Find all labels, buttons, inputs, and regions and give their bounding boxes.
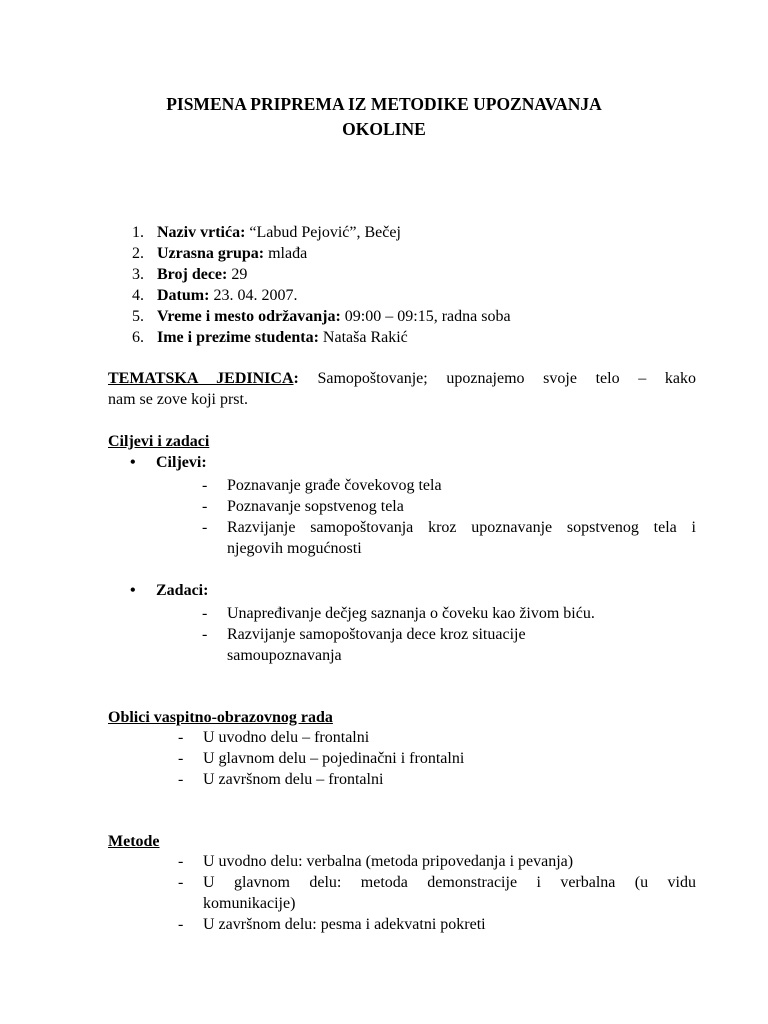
ciljevi-list bbox=[202, 475, 696, 559]
topic-line-2: nam se zove koji prst. bbox=[108, 391, 248, 408]
list-item: - U završnom delu: pesma i adekvatni pokreti bbox=[178, 916, 486, 933]
zadaci-bullet: • Zadaci: bbox=[130, 582, 209, 599]
list-item: - U glavnom delu – pojedinačni i frontalni bbox=[178, 750, 465, 767]
zadaci-list bbox=[202, 603, 696, 666]
info-item: 1. Naziv vrtića: “Labud Pejović”, Bečej bbox=[132, 224, 401, 241]
info-label: Uzrasna grupa: bbox=[157, 245, 265, 262]
info-value: 23. 04. 2007. bbox=[209, 287, 298, 304]
list-item: - Razvijanje samopoštovanja kroz upoznavanje sopstvenog tela i njegovih mogućnosti bbox=[202, 519, 696, 557]
bullet-icon: • bbox=[130, 454, 136, 471]
list-item: - Poznavanje sopstvenog tela bbox=[202, 498, 404, 515]
info-value: Nataša Rakić bbox=[318, 329, 408, 346]
title-line-1: PISMENA PRIPREMA IZ METODIKE UPOZNAVANJA bbox=[166, 94, 602, 114]
info-item: 2. Uzrasna grupa: mlađa bbox=[132, 245, 308, 262]
forms-heading: Oblici vaspitno-obrazovnog rada bbox=[108, 709, 333, 726]
info-label: Vreme i mesto održavanja: bbox=[157, 308, 341, 325]
list-item: - U uvodno delu – frontalni bbox=[178, 729, 370, 746]
info-item: 6. Ime i prezime studenta: Nataša Rakić bbox=[132, 329, 408, 346]
info-value: mlađa bbox=[264, 245, 308, 262]
info-value: “Labud Pejović”, Bečej bbox=[245, 224, 401, 241]
methods-heading: Metode bbox=[108, 833, 160, 850]
list-item: - Razvijanje samopoštovanja dece kroz situacije samoupoznavanja bbox=[202, 626, 526, 664]
document-title bbox=[0, 92, 768, 142]
info-item: 3. Broj dece: 29 bbox=[132, 266, 248, 283]
topic-section bbox=[108, 368, 696, 410]
info-label: Naziv vrtića: bbox=[157, 224, 246, 241]
info-item: 5. Vreme i mesto održavanja: 09:00 – 09:15, radna soba bbox=[132, 308, 511, 325]
info-label: Ime i prezime studenta: bbox=[157, 329, 319, 346]
info-value: 09:00 – 09:15, radna soba bbox=[340, 308, 511, 325]
list-item: - Poznavanje građe čovekovog tela bbox=[202, 477, 442, 494]
list-item: - U glavnom delu: metoda demonstracije i verbalna (u vidu komunikacije) bbox=[178, 874, 696, 912]
forms-list bbox=[178, 727, 696, 790]
info-value: 29 bbox=[227, 266, 248, 283]
info-item: 4. Datum: 23. 04. 2007. bbox=[132, 287, 298, 304]
list-item: - Unapređivanje dečjeg saznanja o čoveku kao živom biću. bbox=[202, 605, 595, 622]
list-item: - U uvodno delu: verbalna (metoda pripovedanja i pevanja) bbox=[178, 853, 574, 870]
goals-heading: Ciljevi i zadaci bbox=[108, 433, 210, 450]
topic-label: TEMATSKA JEDINICA bbox=[108, 370, 294, 387]
methods-list bbox=[178, 851, 696, 935]
topic-line-1: TEMATSKA JEDINICA: Samopoštovanje; upoznajemo svoje telo – kako bbox=[108, 370, 696, 387]
info-label: Datum: bbox=[157, 287, 210, 304]
list-item: - U završnom delu – frontalni bbox=[178, 771, 384, 788]
ciljevi-bullet: • Ciljevi: bbox=[130, 454, 207, 471]
bullet-icon: • bbox=[130, 582, 136, 599]
info-list bbox=[132, 222, 511, 348]
info-label: Broj dece: bbox=[157, 266, 228, 283]
title-line-2: OKOLINE bbox=[342, 119, 426, 139]
